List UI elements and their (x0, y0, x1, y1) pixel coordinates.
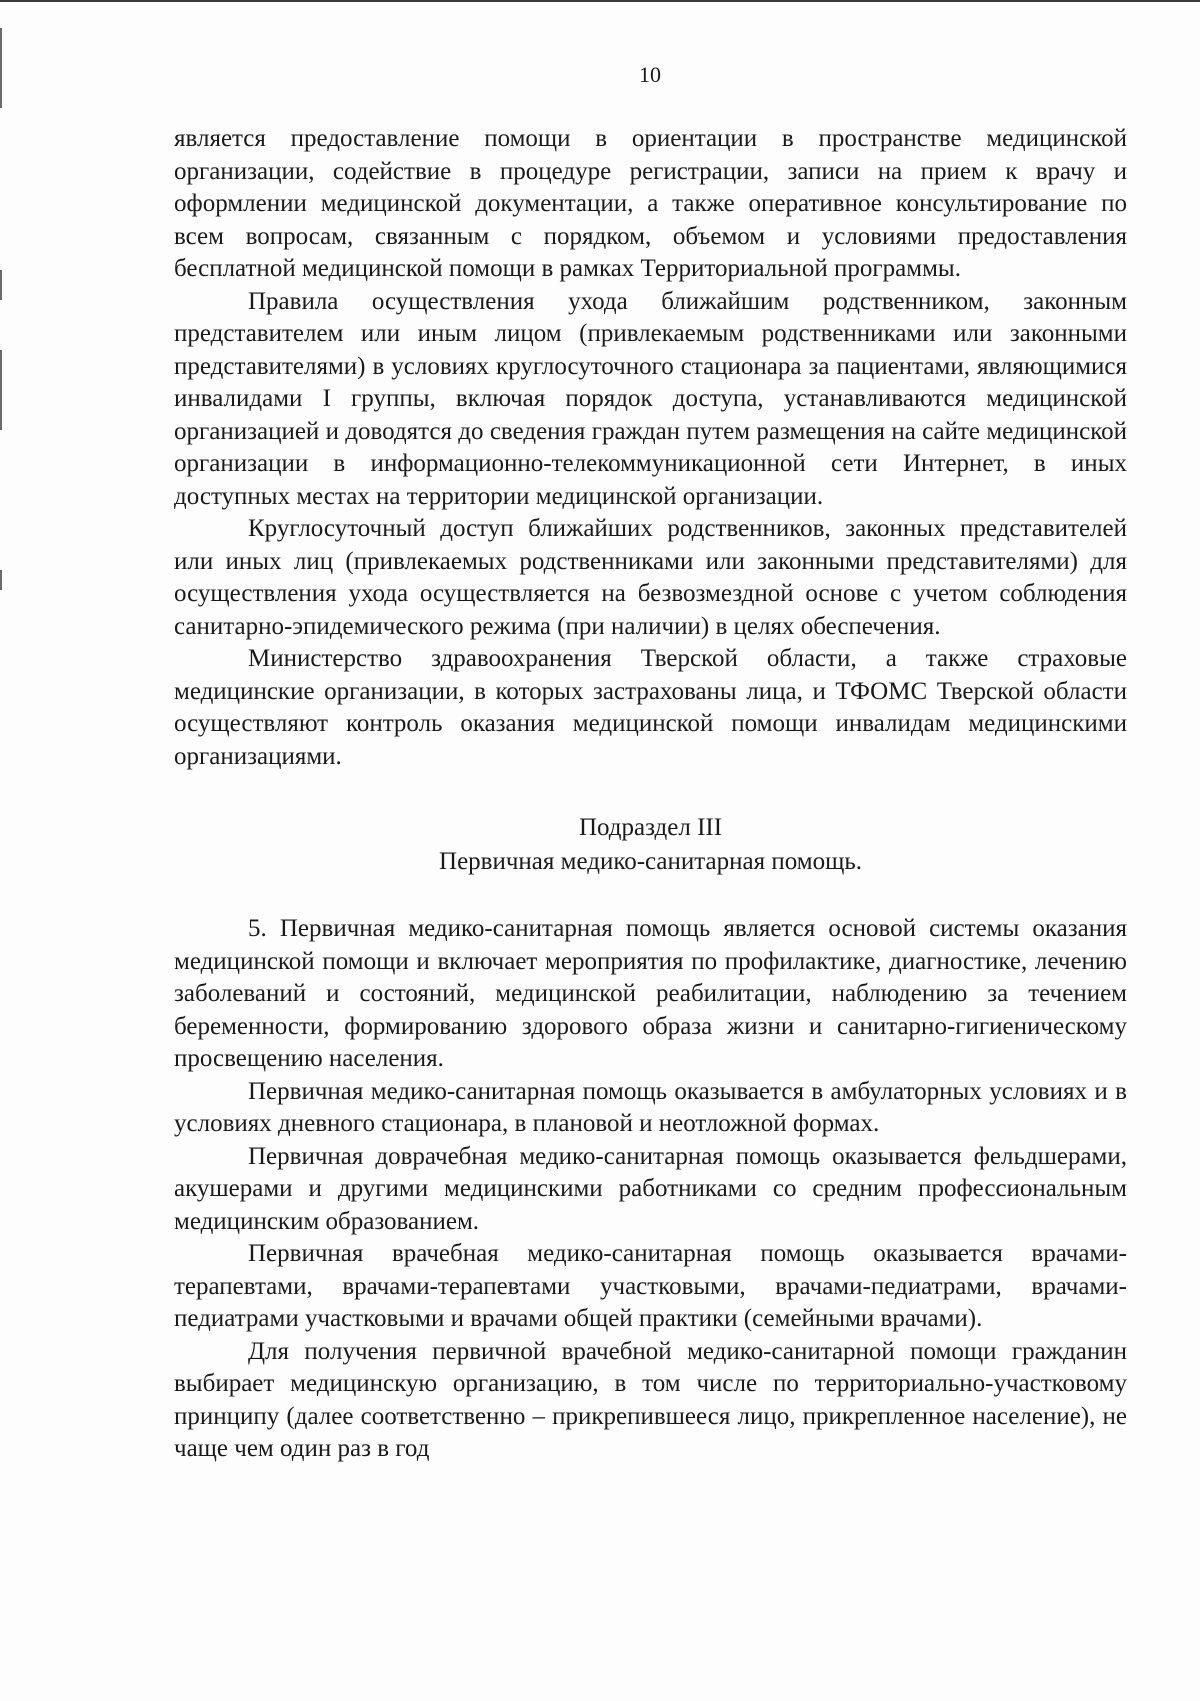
scan-edge-top (0, 0, 1200, 2)
paragraph-4: Министерство здравоохранения Тверской области, а также страховые медицинские организации, в которых застрахованы лица, и ТФОМС Тверской области осуществляют контроль оказания медицинской помощи инвалидам медицинскими организациями. (174, 645, 1127, 770)
subsection-number: Подраздел III (578, 814, 723, 841)
paragraph-8: Первичная врачебная медико-санитарная помощь оказывается врачами-терапевтами, врачами-терапевтами участковыми, врачами-педиатрами, врачами-педиатрами участковыми и врачами общей практики (семейными врачами). (174, 1240, 1127, 1332)
subsection-heading (174, 811, 1127, 879)
scan-edge-left (0, 570, 2, 590)
paragraph-7: Первичная доврачебная медико-санитарная помощь оказывается фельдшерами, акушерами и другими медицинскими работниками со средним профессиональным медицинским образованием. (174, 1142, 1127, 1235)
paragraph-3: Круглосуточный доступ ближайших родственников, законных представителей или иных лиц (привлекаемых родственниками или законными представителями) для осуществления ухода осуществляется на безвозмездной основе с учетом соблюдения санитарно-эпидемического режима (при наличии) в целях обеспечения. (174, 515, 1127, 640)
paragraph-1: является предоставление помощи в ориентации в пространстве медицинской организации, содействие в процедуре регистрации, записи на прием к врачу и оформлении медицинской документации, а также оперативное консультирование по всем вопросам, связанным с порядком, объемом и условиями предоставления бесплатной медицинской помощи в рамках Территориальной программы. (174, 125, 1127, 282)
scan-edge-left (0, 350, 2, 430)
page-number: 10 (639, 62, 661, 87)
subsection-title: Первичная медико-санитарная помощь. (439, 848, 862, 875)
document-body (174, 123, 1127, 1466)
paragraph-9: Для получения первичной врачебной медико-санитарной помощи гражданин выбирает медицинскую организацию, в том числе по территориально-участковому принципу (далее соответственно – прикрепившееся лицо, прикрепленное население), не чаще чем один раз в год (174, 1337, 1127, 1462)
paragraph-6: Первичная медико-санитарная помощь оказывается в амбулаторных условиях и в условиях дневного стационара, в плановой и неотложной формах. (174, 1077, 1127, 1137)
paragraph-2: Правила осуществления ухода ближайшим родственником, законным представителем или иным лицом (привлекаемым родственниками или законными представителями) в условиях круглосуточного стационара за пациентами, являющимися инвалидами I группы, включая порядок доступа, устанавливаются медицинской организацией и доводятся до сведения граждан путем размещения на сайте медицинской организации в информационно-телекоммуникационной сети Интернет, в иных доступных местах на территории медицинской организации. (174, 287, 1127, 510)
paragraph-5: 5. Первичная медико-санитарная помощь является основой системы оказания медицинской помощи и включает мероприятия по профилактике, диагностике, лечению заболеваний и состояний, медицинской реабилитации, наблюдению за течением беременности, формированию здорового образа жизни и санитарно-гигиеническому просвещению населения. (174, 915, 1127, 1072)
scan-edge-left (0, 270, 2, 300)
